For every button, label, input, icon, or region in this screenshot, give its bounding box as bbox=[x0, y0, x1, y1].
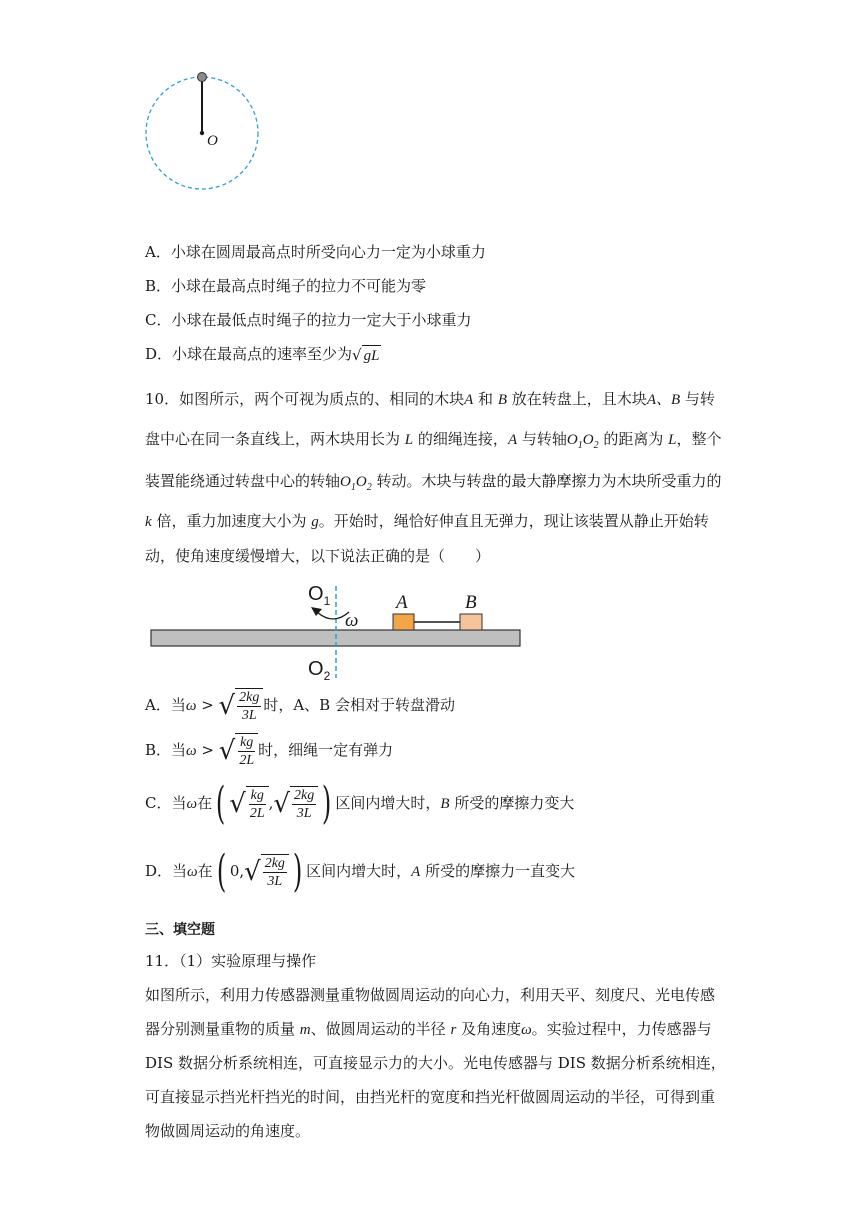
q10-option-a: A．当ω > √ $\frac{2kg}{3L}$ 时，A、B 会相对于转盘滑动 bbox=[145, 690, 455, 723]
q9-option-a: A．小球在圆周最高点时所受向心力一定为小球重力 bbox=[145, 243, 486, 261]
o1-label: $O_1$ bbox=[308, 583, 331, 608]
block-b bbox=[460, 614, 482, 630]
q10-text: ，整个 bbox=[676, 430, 722, 448]
q10-text: 和 bbox=[478, 390, 494, 408]
q11-paragraph-line2: 器分别测量重物的质量 m、做圆周运动的半径 r 及角速度ω。实验过程中，力传感器与 bbox=[145, 1020, 712, 1038]
ball bbox=[198, 73, 207, 82]
q9-option-c: C．小球在最低点时绳子的拉力一定大于小球重力 bbox=[145, 311, 472, 329]
turntable-figure bbox=[145, 578, 530, 683]
q11-paragraph-line5: 物做圆周运动的角速度。 bbox=[145, 1122, 311, 1140]
q10-text: 与转轴 bbox=[521, 430, 567, 448]
q10-text: 盘中心在同一条直线上，两木块用长为 bbox=[145, 430, 401, 448]
center-label: O bbox=[207, 133, 218, 149]
q11-heading: 11．（1）实验原理与操作 bbox=[145, 952, 317, 970]
axis-o1o2: $O_1O_2$ bbox=[566, 432, 599, 451]
q9-option-b: B．小球在最高点时绳子的拉力不可能为零 bbox=[145, 277, 427, 295]
omega-label: ω bbox=[345, 610, 359, 631]
q10-text: 与转 bbox=[684, 390, 715, 408]
var-k: k bbox=[145, 514, 152, 530]
q10-text: 转动。木块与转盘的最大静摩擦力为木块所受重力的 bbox=[376, 472, 722, 490]
q10-stem-line5: 动，使角速度缓慢增大，以下说法正确的是（ ） bbox=[145, 547, 491, 565]
q11-paragraph-line4: 可直接显示挡光杆挡光的时间，由挡光杆的宽度和挡光杆做圆周运动的半径，可得到重 bbox=[145, 1088, 716, 1106]
q11-paragraph-line1: 如图所示，利用力传感器测量重物做圆周运动的向心力，利用天平、刻度尺、光电传感 bbox=[145, 986, 716, 1004]
block-a-label: A bbox=[396, 592, 408, 613]
q10-stem-line3 bbox=[145, 471, 722, 498]
q10-text: 放在转盘上，且木块 bbox=[511, 390, 647, 408]
q10-text: 。开始时，绳恰好伸直且无弹力，现让该装置从静止开始转 bbox=[318, 512, 709, 530]
var-l: L bbox=[404, 432, 414, 448]
q10-stem-line2 bbox=[145, 429, 722, 456]
sqrt-body: gL bbox=[362, 345, 382, 366]
sqrt-expression: √ gL bbox=[352, 345, 380, 364]
q9-option-d-text: D．小球在最高点的速率至少为 bbox=[145, 345, 353, 363]
q9-option-d bbox=[145, 344, 381, 366]
q10-text: 的细绳连接， bbox=[417, 430, 508, 448]
var-l: L bbox=[668, 432, 677, 448]
var-a: A bbox=[464, 392, 474, 408]
axis-o1o2: $O_1O_2$ bbox=[340, 474, 372, 493]
block-b-label: B bbox=[465, 592, 477, 613]
q10-stem-line1 bbox=[145, 389, 715, 410]
q10-text: 10．如图所示，两个可视为质点的、相同的木块 bbox=[145, 390, 465, 408]
q10-stem-line4 bbox=[145, 511, 709, 532]
section-title: 三、填空题 bbox=[145, 922, 215, 938]
var-g: g bbox=[311, 514, 319, 530]
q10-text: 的距离为 bbox=[603, 430, 664, 448]
circle-figure bbox=[140, 68, 265, 198]
q11-paragraph-line3: DIS 数据分析系统相连，可直接显示力的大小。光电传感器与 DIS 数据分析系统相连， bbox=[145, 1054, 726, 1072]
var-b: B bbox=[497, 392, 508, 408]
block-a bbox=[393, 614, 414, 630]
var-a: A bbox=[507, 432, 518, 448]
q10-option-c: C．当ω在( √ $\frac{kg}{2L}$ , √ $\frac{2kg}{3L}$ ) 区间内增大时，B 所受的摩擦力变大 bbox=[145, 778, 575, 829]
q10-text: 装置能绕通过转盘中心的转轴 bbox=[145, 472, 341, 490]
q10-option-d: D．当ω在( 0, √ $\frac{2kg}{3L}$ ) 区间内增大时，A 所受的摩擦力一直变大 bbox=[145, 846, 576, 897]
q10-text: 倍，重力加速度大小为 bbox=[156, 512, 307, 530]
q10-option-b: B．当ω > √ $\frac{kg}{2L}$ 时，细绳一定有弹力 bbox=[145, 735, 394, 768]
o2-label: $O_2$ bbox=[308, 658, 331, 683]
var-ab: A、B bbox=[646, 392, 681, 408]
center-point bbox=[200, 131, 204, 135]
